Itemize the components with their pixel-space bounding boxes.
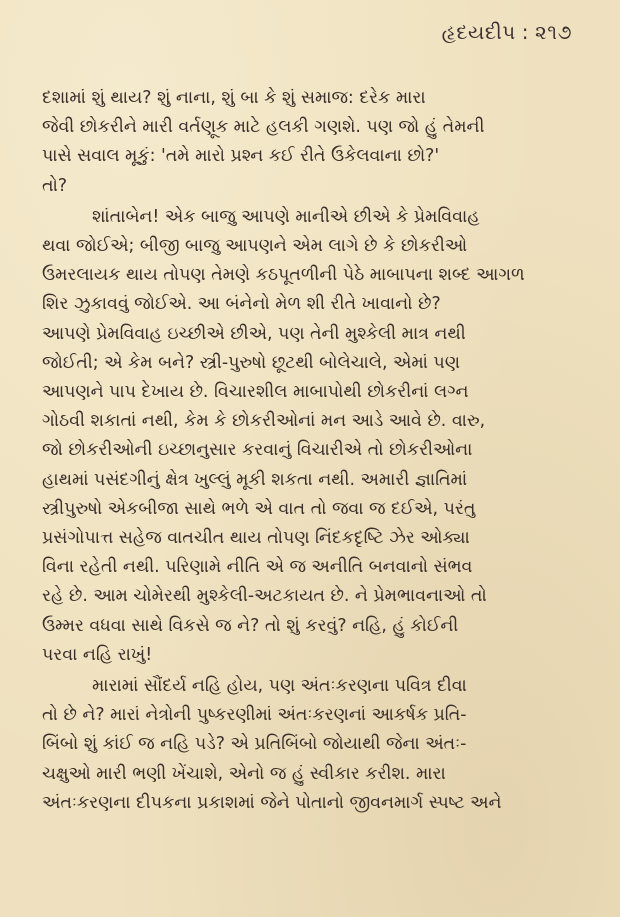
text-line: પ્રસંગોપાત્ત સહેજ વાતચીત થાય તોપણ નિંદકદૃષ્ટિ ઝેર ઓક્યા <box>42 528 470 549</box>
text-line: થવા જોઈએ; બીજી બાજુ આપણને એમ લાગે છે કે છોકરીઓ <box>42 236 467 257</box>
text-line: પરવા નહિ રાખું! <box>42 644 153 665</box>
text-line: ઉમરલાયક થાય તોપણ તેમણે કઠપૂતળીની પેઠે માબાપના શબ્દ આગળ <box>42 265 525 286</box>
text-line: હાથમાં પસંદગીનું ક્ષેત્ર ખુલ્લું મૂકી શકતા નથી. અમારી જ્ઞાતિમાં <box>42 469 468 490</box>
text-line: શિર ઝુકાવવું જોઈએ. આ બંનેનો મેળ શી રીતે ખાવાનો છે? <box>42 294 441 315</box>
text-line: જોઈતી; એ કેમ બને? સ્ત્રી-પુરુષો છૂટથી બોલેચાલે, એમાં પણ <box>42 352 460 373</box>
text-line: સ્ત્રીપુરુષો એકબીજા સાથે ભળે એ વાત તો જવા જ દઈએ, પરંતુ <box>42 498 476 519</box>
text-line: તો? <box>42 175 68 196</box>
text-line: બિંબો શું કાંઈ જ નહિ પડે? એ પ્રતિબિંબો જોયાથી જેના અંતઃ- <box>42 734 467 755</box>
text-line: વિના રહેતી નથી. પરિણામે નીતિ એ જ અનીતિ બનવાનો સંભવ <box>42 557 473 578</box>
text-line: આપણે પ્રેમવિવાહ ઇચ્છીએ છીએ, પણ તેની મુશ્કેલી માત્ર નથી <box>42 323 466 344</box>
text-line: તો છે ને? મારાં નેત્રોની પુષ્કરણીમાં અંતઃકરણનાં આકર્ષક પ્રતિ- <box>42 705 467 726</box>
text-line: જો છોકરીઓની ઇચ્છાનુસાર કરવાનું વિચારીએ તો છોકરીઓના <box>42 440 473 461</box>
text-line: ગોઠવી શકાતાં નથી, કેમ કે છોકરીઓનાં મન આડે આવે છે. વારુ, <box>42 411 486 432</box>
header-separator: : <box>521 20 530 44</box>
text-line: ચક્ષુઓ મારી ભણી ખેંચાશે, એનો જ હું સ્વીકાર કરીશ. મારા <box>42 763 446 784</box>
body-text <box>42 84 582 818</box>
paragraph-2 <box>42 203 582 670</box>
text-line: શાંતાબેન! એક બાજુ આપણે માનીએ છીએ કે પ્રેમવિવાહ <box>92 206 480 227</box>
text-line: દશામાં શું થાય? શું નાના, શું બા કે શું સમાજ: દરેક મારા <box>42 88 426 108</box>
running-title: હૃદયદીપ <box>441 20 516 44</box>
text-line: મારામાં સૌંદર્ય નહિ હોય, પણ અંતઃકરણના પવિત્ર દીવા <box>92 676 467 697</box>
text-line: આપણને પાપ દેખાય છે. વિચારશીલ માબાપોથી છોકરીનાં લગ્ન <box>42 382 469 403</box>
text-line: અંતઃકરણના દીપકના પ્રકાશમાં જેને પોતાનો જીવનમાર્ગ સ્પષ્ટ અને <box>42 792 502 813</box>
paragraph-1 <box>42 84 582 201</box>
text-line: પાસે સવાલ મૂકું: 'તમે મારો પ્રશ્ન કઈ રીતે ઉકેલવાના છો?' <box>42 146 440 167</box>
text-line: જેવી છોકરીને મારી વર્તણૂક માટે હલકી ગણશે. પણ જો હું તેમની <box>42 117 485 138</box>
text-line: ઉમ્મર વધવા સાથે વિકસે જ ને? તો શું કરવું? નહિ, હું કોઈની <box>42 615 459 636</box>
text-line: રહે છે. આમ ચોમેરથી મુશ્કેલી-અટકાયત છે. ને પ્રેમભાવનાઓ તો <box>42 586 487 607</box>
paragraph-3 <box>42 672 582 818</box>
page-number: ૨૧૭ <box>535 20 572 44</box>
running-header <box>442 20 572 44</box>
